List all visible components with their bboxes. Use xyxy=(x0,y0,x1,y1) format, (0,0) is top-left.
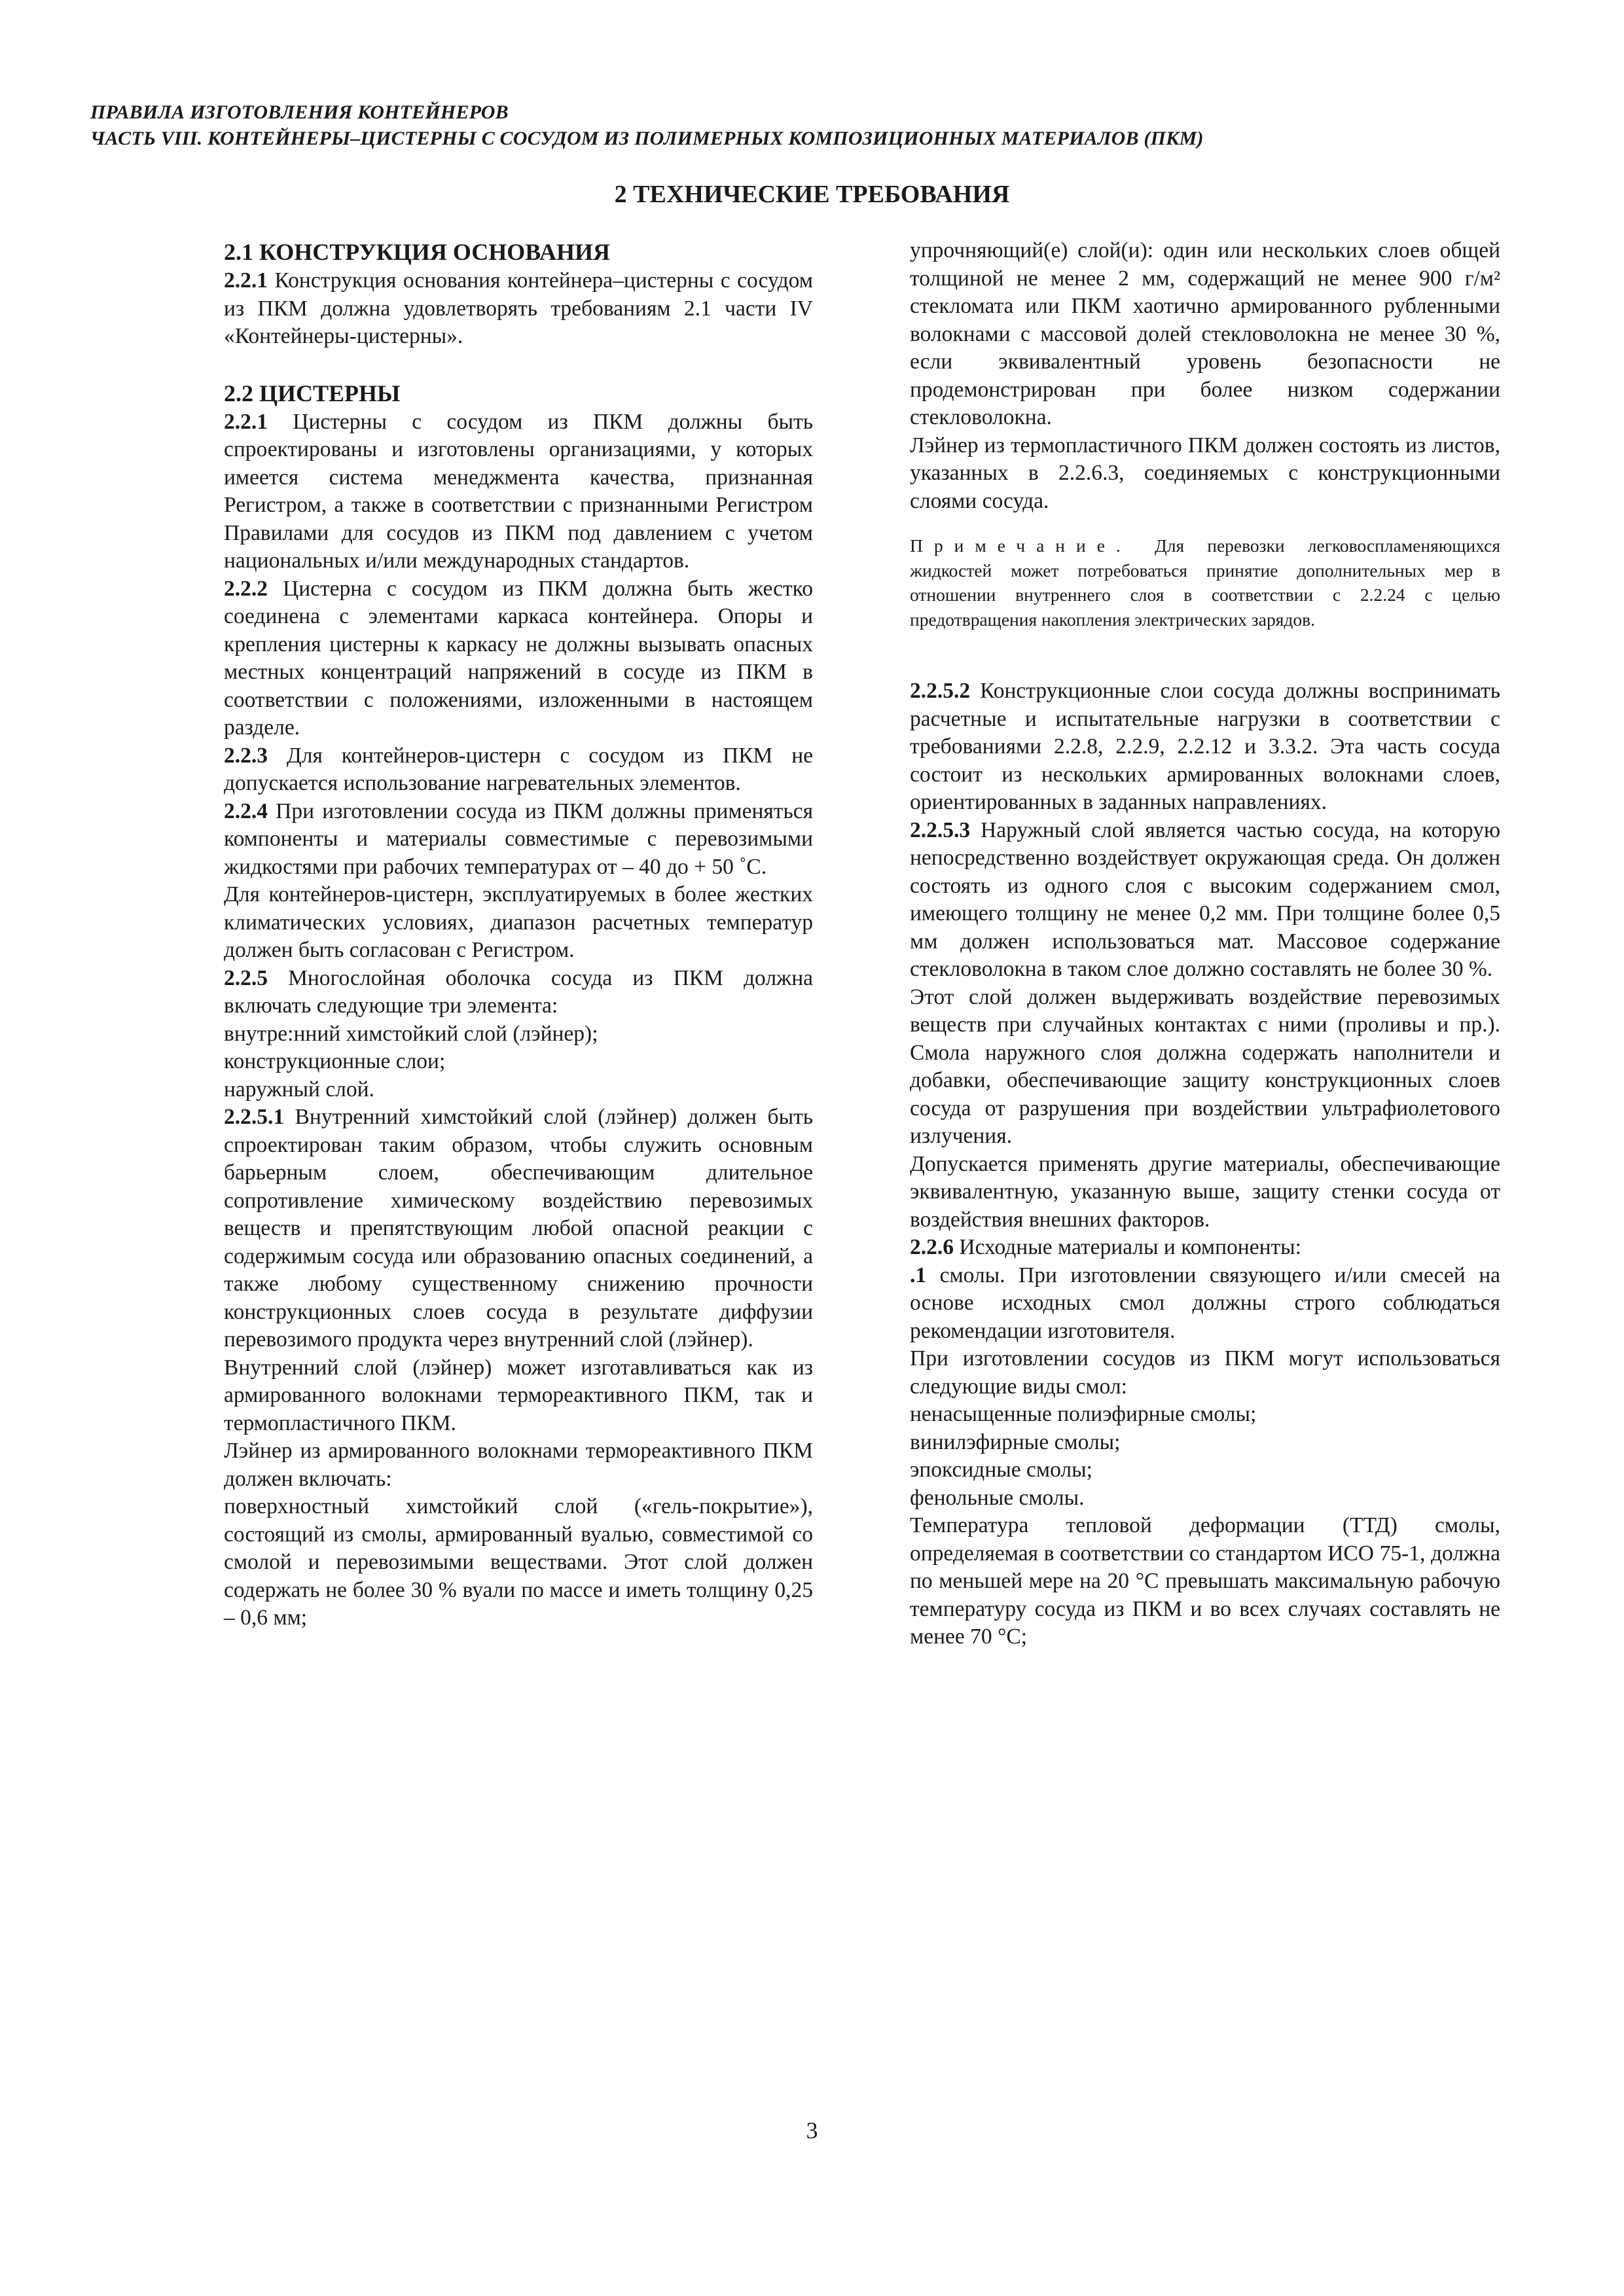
heading-2-2: 2.2 ЦИСТЕРНЫ xyxy=(224,380,401,406)
note xyxy=(910,533,1500,632)
paragraph-2-2-2: 2.2.2 Цистерна с сосудом из ПКМ должна быть жестко соединена с элементами каркаса контейнера. Опоры и крепления цистерны к каркасу не должны вызывать опасных местных концентраций напряжений в сосуде из ПКМ в соответствии с положениями, изложенными в настоящем разделе. xyxy=(224,576,813,740)
paragraph-2-2-1-base: 2.2.1 Конструкция основания контейнера–цистерны с сосудом из ПКМ должна удовлетворять требованиям 2.1 части IV «Контейнеры-цистерны». xyxy=(224,268,813,348)
list-item: фенольные смолы. xyxy=(910,1485,1085,1510)
paragraph-2-2-5-1-b: Внутренний слой (лэйнер) может изготавливаться как из армированного волокнами термореактивного ПКМ, так и термопластичного ПКМ. xyxy=(224,1355,813,1435)
paragraph-2-2-4: 2.2.4 При изготовлении сосуда из ПКМ должны применяться компоненты и материалы совместимые с перевозимыми жидкостями при рабочих температурах от – 40 до + 50 ˚С. xyxy=(224,798,813,879)
paragraph-2-2-5-3-c: Допускается применять другие материалы, обеспечивающие эквивалентную, указанную выше, защиту стенки сосуда от воздействия внешних факторов. xyxy=(910,1151,1500,1232)
list-item: эпоксидные смолы; xyxy=(910,1458,1092,1482)
paragraph-2-2-6-hdt: Температура тепловой деформации (ТТД) смолы, определяемая в соответствии со стандартом ИСО 75-1, должна по меньшей мере на 20 °С превышать максимальную рабочую температуру сосуда из ПКМ и во всех случаях составлять не менее 70 °С; xyxy=(910,1513,1500,1649)
heading-2-1: 2.1 КОНСТРУКЦИЯ ОСНОВАНИЯ xyxy=(224,239,611,265)
paragraph-thermoplastic-liner: Лэйнер из термопластичного ПКМ должен состоять из листов, указанных в 2.2.6.3, соединяемых с конструкционными слоями сосуда. xyxy=(910,433,1500,513)
header-line-2: ЧАСТЬ VIII. КОНТЕЙНЕРЫ–ЦИСТЕРНЫ С СОСУДОМ ИЗ ПОЛИМЕРНЫХ КОМПОЗИЦИОННЫХ МАТЕРИАЛОВ (ПКМ) xyxy=(90,128,1204,149)
paragraph-2-2-5-3: 2.2.5.3 Наружный слой является частью сосуда, на которую непосредственно воздействует окружающая среда. Он должен состоять из одного слоя с высоким содержанием смол, имеющего толщину не менее 0,2 мм. При толщине более 0,5 мм должен использоваться мат. Массовое содержание стекловолокна в таком слое должно составлять не более 30 %. xyxy=(910,817,1500,981)
paragraph-2-2-5-1-d: поверхностный химстойкий слой («гель-покрытие»), состоящий из смолы, армированный вуалью, совместимой со смолой и перевозимыми веществами. Этот слой должен содержать не более 30 % вуали по массе и иметь толщину 0,25 – 0,6 мм; xyxy=(224,1494,813,1630)
paragraph-2-2-6-1: .1 смолы. При изготовлении связующего и/или смесей на основе исходных смол должны строго соблюдаться рекомендации изготовителя. xyxy=(910,1263,1500,1343)
note-text: Для перевозки легковоспламеняющихся жидкостей может потребоваться принятие дополнительных мер в отношении внутреннего слоя в соответствии с 2.2.24 с целью предотвращения накопления электрических зарядов. xyxy=(910,535,1500,630)
page-number: 3 xyxy=(806,2117,818,2144)
note-label: Примечание. xyxy=(910,535,1132,556)
running-header xyxy=(90,99,1530,152)
paragraph-2-2-6-resin-types: При изготовлении сосудов из ПКМ могут использоваться следующие виды смол: xyxy=(910,1346,1500,1399)
paragraph-2-2-5: 2.2.5 Многослойная оболочка сосуда из ПКМ должна включать следующие три элемента: xyxy=(224,965,813,1018)
list-item: наружный слой. xyxy=(224,1077,374,1102)
paragraph-2-2-6: 2.2.6 Исходные материалы и компоненты: xyxy=(910,1235,1301,1259)
paragraph-2-2-1: 2.2.1 Цистерны с сосудом из ПКМ должны быть спроектированы и изготовлены организациями, у которых имеется система менеджмента качества, признанная Регистром, а также в соответствии с признанными Регистром Правилами для сосудов из ПКМ под давлением с учетом национальных и/или международных стандартов. xyxy=(224,409,813,573)
header-line-1: ПРАВИЛА ИЗГОТОВЛЕНИЯ КОНТЕЙНЕРОВ xyxy=(90,101,509,123)
paragraph-2-2-5-2: 2.2.5.2 Конструкционные слои сосуда должны воспринимать расчетные и испытательные нагрузки в соответствии с требованиями 2.2.8, 2.2.9, 2.2.12 и 3.3.2. Эта часть сосуда состоит из нескольких армированных волокнами слоев, ориентированных в заданных направлениях. xyxy=(910,679,1500,814)
right-column xyxy=(910,237,1500,1651)
paragraph-2-2-3: 2.2.3 Для контейнеров-цистерн с сосудом из ПКМ не допускается использование нагревательных элементов. xyxy=(224,743,813,795)
list-item: конструкционные слои; xyxy=(224,1049,446,1073)
left-column xyxy=(224,237,813,1632)
paragraph-reinforcing-layer: упрочняющий(е) слой(и): один или нескольких слоев общей толщиной не менее 2 мм, содержащий не менее 900 г/м² стекломата или ПКМ хаотично армированного рубленными волокнами с массовой долей стекловолокна не менее 30 %, если эквивалентный уровень безопасности не продемонстрирован при более низком содержании стекловолокна. xyxy=(910,238,1500,429)
section-title: 2 ТЕХНИЧЕСКИЕ ТРЕБОВАНИЯ xyxy=(614,181,1010,208)
paragraph-2-2-5-1-c: Лэйнер из армированного волокнами термореактивного ПКМ должен включать: xyxy=(224,1439,813,1491)
paragraph-2-2-4-b: Для контейнеров-цистерн, эксплуатируемых в более жестких климатических условиях, диапазон расчетных температур должен быть согласован с Регистром. xyxy=(224,882,813,962)
list-item: внутре:нний химстойкий слой (лэйнер); xyxy=(224,1021,598,1046)
list-item: винилэфирные смолы; xyxy=(910,1429,1121,1454)
paragraph-2-2-5-1: 2.2.5.1 Внутренний химстойкий слой (лэйнер) должен быть спроектирован таким образом, чтобы служить основным барьерным слоем, обеспечивающим длительное сопротивление химическому воздействию перевозимых веществ и препятствующим любой опасной реакции с содержимым сосуда или образованию опасных соединений, а также любому существенному снижению прочности конструкционных слоев сосуда в результате диффузии перевозимого продукта через внутренний слой (лэйнер). xyxy=(224,1105,813,1352)
paragraph-2-2-5-3-b: Этот слой должен выдерживать воздействие перевозимых веществ при случайных контактах с ними (проливы и пр.). Смола наружного слоя должна содержать наполнители и добавки, обеспечивающие защиту конструкционных слоев сосуда от разрушения при воздействии ультрафиолетового излучения. xyxy=(910,984,1500,1148)
list-item: ненасыщенные полиэфирные смолы; xyxy=(910,1402,1257,1426)
